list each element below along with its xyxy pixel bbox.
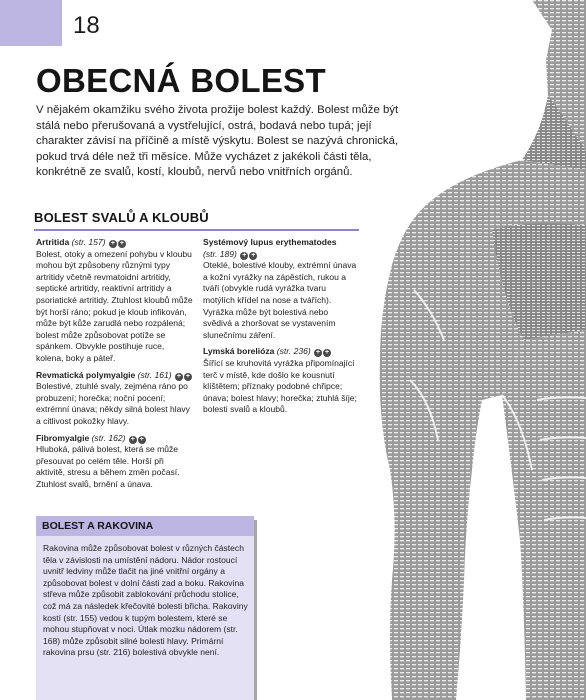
- section-heading-bar: [34, 209, 359, 231]
- plus-circle-icon: +: [242, 251, 247, 259]
- plus-circle-icon: +: [185, 372, 190, 380]
- entry-description: Bolest, otoky a omezení pohybu v kloubu mohou být způsobeny různými typy artritidy včetně revmatoidní artritidy, septické artritidy, reaktivní artritidy a psoriatické artritidy. Ztuhlost kloubů může být horší ráno; pokud je kloub infikován, může být kůže zarudlá nebo rozpálená; bolest může způsobovat potíže se spánkem. Obvykle postihuje ruce, kolena, boky a páteř.: [36, 248, 193, 363]
- entry-page-ref: (str. 236): [276, 346, 311, 357]
- right-column: [203, 237, 359, 421]
- page-number: 18: [73, 12, 100, 39]
- entry-polymyalgia: [36, 370, 193, 428]
- cancer-pain-box: [36, 516, 254, 700]
- entry-description: Šířící se kruhovitá vyrážka připomínající terč v místě, kde došlo ke kousnutí klíštětem; příznaky podobné chřipce; únava; bolest hlavy; horečka; ztuhlá šíje; bolesti svalů a kloubů.: [203, 357, 357, 415]
- entry-name: Systémový lupus erythematodes: [203, 237, 337, 247]
- entry-name: Artritida: [36, 237, 70, 247]
- entry-name: Lymská borelióza: [203, 346, 275, 357]
- box-text: Rakovina může způsobovat bolest v různých částech těla v závislosti na umístění nádoru. Nádor rostoucí uvnitř ledviny může tlačit na jiné vnitřní orgány a způsobovat bolest v dolní části zad a boku. Rakovina střeva může způsobit zablokování průchodu stolice, což má za následek křečovité bolesti břicha. Rakoviny kostí (str. 155) vedou k tupým bolestem, které se mohou stupňovat v noci. Útlak mozku nádorem (str. 168) může způsobit silné bolesti hlavy. Primární rakovina prsu (str. 216) bolestivá obvykle není.: [43, 543, 248, 658]
- entry-fibromyalgia: [36, 433, 193, 491]
- plus-circle-icon: +: [139, 435, 144, 443]
- entry-page-ref: (str. 161): [137, 369, 172, 380]
- plus-circle-icon: +: [316, 349, 321, 357]
- plus-circle-icon: +: [119, 240, 124, 247]
- left-column: [36, 237, 193, 495]
- entry-name: Fibromyalgie: [36, 432, 90, 443]
- entry-arthritis: [36, 237, 193, 365]
- page-title: OBECNÁ BOLEST: [36, 62, 326, 99]
- plus-circle-icon: +: [325, 349, 330, 357]
- plus-circle-icon: +: [130, 435, 135, 443]
- section-heading: BOLEST SVALŮ A KLOUBŮ: [34, 210, 209, 225]
- entry-page-ref: (str. 162): [91, 432, 126, 443]
- entry-description: Hluboká, pálivá bolest, která se může přesouvat po celém těle. Horší při aktivitě, stresu a během změn počasí. Ztuhlost svalů, brnění a únava.: [36, 444, 180, 489]
- intro-paragraph: V nějakém okamžiku svého života prožije bolest každý. Bolest může být stálá nebo přerušovaná a vystřelující, ostrá, bodavá nebo tupá; její charakter závisí na příčině a místě výskytu. Bolest se nazývá chronická, pokud trvá déle než tři měsíce. Může vycházet z jakékoli části těla, konkrétně ze svalů, kostí, kloubů, nervů nebo vnitřních orgánů.: [36, 104, 399, 179]
- entry-lyme: [203, 346, 359, 416]
- page-tab: [0, 0, 62, 46]
- plus-circle-icon: +: [110, 240, 115, 247]
- entry-description: Oteklé, bolestivé klouby, extrémní únava a kožní vyrážky na zápěstích, rukou a tváři (obvykle rudá vyrážka tvaru motýlích křídel na nose a tvářích). Vyrážka může být bolestivá nebo svědivá a zhoršovat se vystavením slunečnímu záření.: [203, 260, 357, 340]
- plus-circle-icon: +: [176, 372, 181, 380]
- entry-page-ref: (str. 157): [71, 237, 106, 247]
- entry-lupus: [203, 237, 359, 341]
- entry-description: Bolestivé, ztuhlé svaly, zejména ráno po probuzení; horečka; noční pocení; extrémní únava; někdy silná bolest hlavy a citlivost pokožky hlavy.: [36, 381, 190, 426]
- entry-page-ref: (str. 189): [203, 248, 237, 259]
- entry-name: Revmatická polymyalgie: [36, 369, 136, 380]
- box-shadow: [254, 520, 257, 700]
- plus-circle-icon: +: [251, 251, 256, 259]
- box-heading: BOLEST A RAKOVINA: [36, 516, 254, 536]
